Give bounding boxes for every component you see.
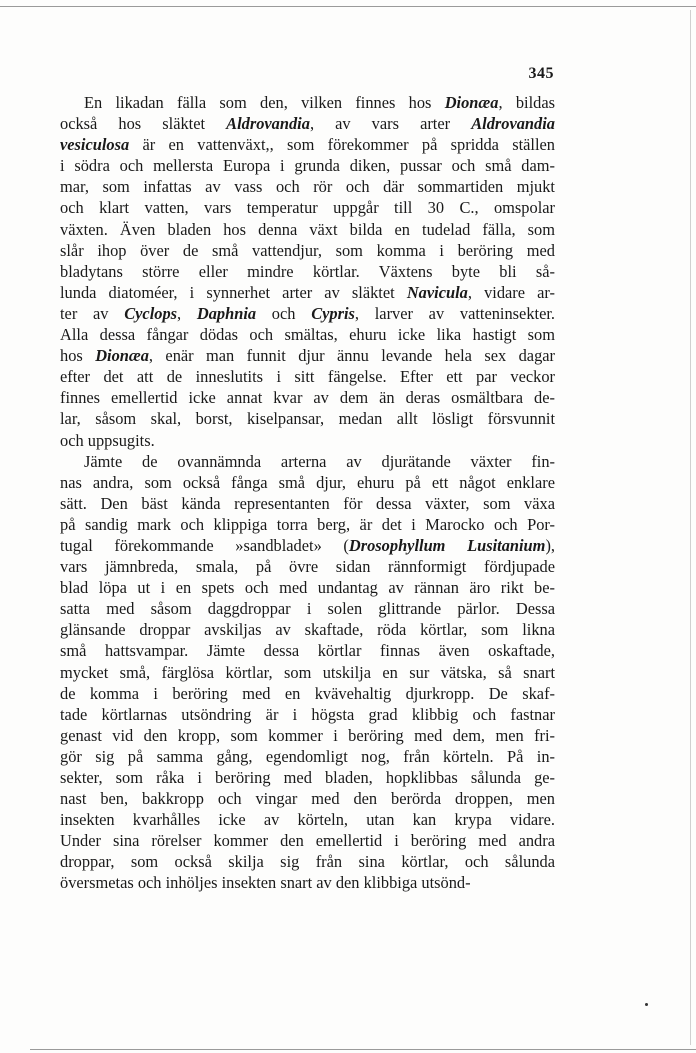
text-line: Alla dessa fångar dödas och smältas, ehuru icke lika hastigt som [60,325,555,345]
text-line: mar, som infattas av vass och rör och där sommartiden mjukt [60,177,555,197]
text-line: i södra och mellersta Europa i grunda diken, pussar och små dam- [60,156,555,176]
text-line: och klart vatten, vars temperatur uppgår till 30 C., omspolar [60,198,555,218]
text-line: nast ben, bakkropp och vingar med den berörda droppen, men [60,789,555,809]
text-line: Under sina rörelser kommer den emellertid i beröring med andra [60,831,555,851]
text-line: hos Dionæa, enär man funnit djur ännu levande hela sex dagar [60,346,556,366]
text-line: satta med såsom daggdroppar i solen glittrande pärlor. Dessa [60,599,555,619]
text-line: tade körtlarnas utsöndring är i högsta grad klibbig och fastnar [60,704,555,724]
text-line: blad löpa ut i en spets och med undantag av rännan äro rikt be- [60,578,555,598]
text-line: små hattsvampar. Jämte dessa körtlar finnas även oskaftade, [60,641,555,661]
text-line: efter det att de inneslutits i sitt fängelse. Efter ett par veckor [60,367,555,387]
text-line: finnes emellertid icke annat kvar av dem än deras osmältbara de- [60,388,555,408]
text-line: på sandig mark och klippiga torra berg, är det i Marocko och Por- [60,514,555,534]
text-line: mycket små, färglösa körtlar, som utskilja en sur vätska, så snart [60,662,555,682]
text-line: växten. Även bladen hos denna växt bilda en tudelad fälla, som [60,219,555,239]
text-line: ter av Cyclops, Daphnia och Cypris, larver av vatteninsekter. [60,303,556,323]
text-line: översmetas och inhöljes insekten snart av den klibbiga utsönd- [60,873,471,893]
body-text [60,92,555,894]
text-line: och uppsugits. [60,430,155,450]
text-line: Jämte de ovannämnda arterna av djurätande växter fin- [84,451,555,471]
text-line: En likadan fälla som den, vilken finnes hos Dionæa, bildas [84,93,555,112]
text-line: vars jämnbreda, smala, på övre sidan rännformigt fördjupade [60,557,555,577]
text-line: bladytans större eller mindre körtlar. Växtens byte bli så- [60,261,555,281]
text-line: genast vid den kropp, som kommer i beröring med dem, men fri- [60,725,555,745]
text-line: sekter, som råka i beröring med bladen, hopklibbas sålunda ge- [60,768,555,787]
text-line: lar, såsom skal, borst, kiselpansar, medan allt lösligt försvunnit [60,409,555,429]
text-line: lunda diatoméer, i synnerhet arter av släktet Navicula, vidare ar- [60,282,556,302]
text-line: sätt. Den bäst kända representanten för dessa växter, som växa [60,493,555,513]
text-line: vesiculosa är en vattenväxt,, som förekommer på spridda ställen [60,135,555,155]
page-speck [645,1003,648,1006]
bottom-edge-rule [30,1049,696,1050]
top-edge-rule [0,6,696,7]
text-line: också hos släktet Aldrovandia, av vars arter Aldrovandia [60,114,555,134]
text-line: slår ihop över de små vattendjur, som komma i beröring med [60,240,555,260]
page-number: 345 [528,65,554,82]
text-line: glänsande droppar avskiljas av skaftade, röda körtlar, som likna [60,620,555,640]
right-edge-rule [690,10,691,1045]
text-line: tugal förekommande »sandbladet» (Drosophyllum Lusitanium), [60,535,555,555]
text-line: droppar, som också skilja sig från sina körtlar, och sålunda [60,852,555,872]
text-line: insekten kvarhålles icke av körteln, utan kan krypa vidare. [60,810,555,830]
text-line: gör sig på samma gång, egendomligt nog, från körteln. På in- [60,746,555,766]
text-line: de komma i beröring med en kvävehaltig djurkropp. De skaf- [60,683,555,703]
text-line: nas andra, som också fånga små djur, ehuru på ett något enklare [60,472,555,492]
